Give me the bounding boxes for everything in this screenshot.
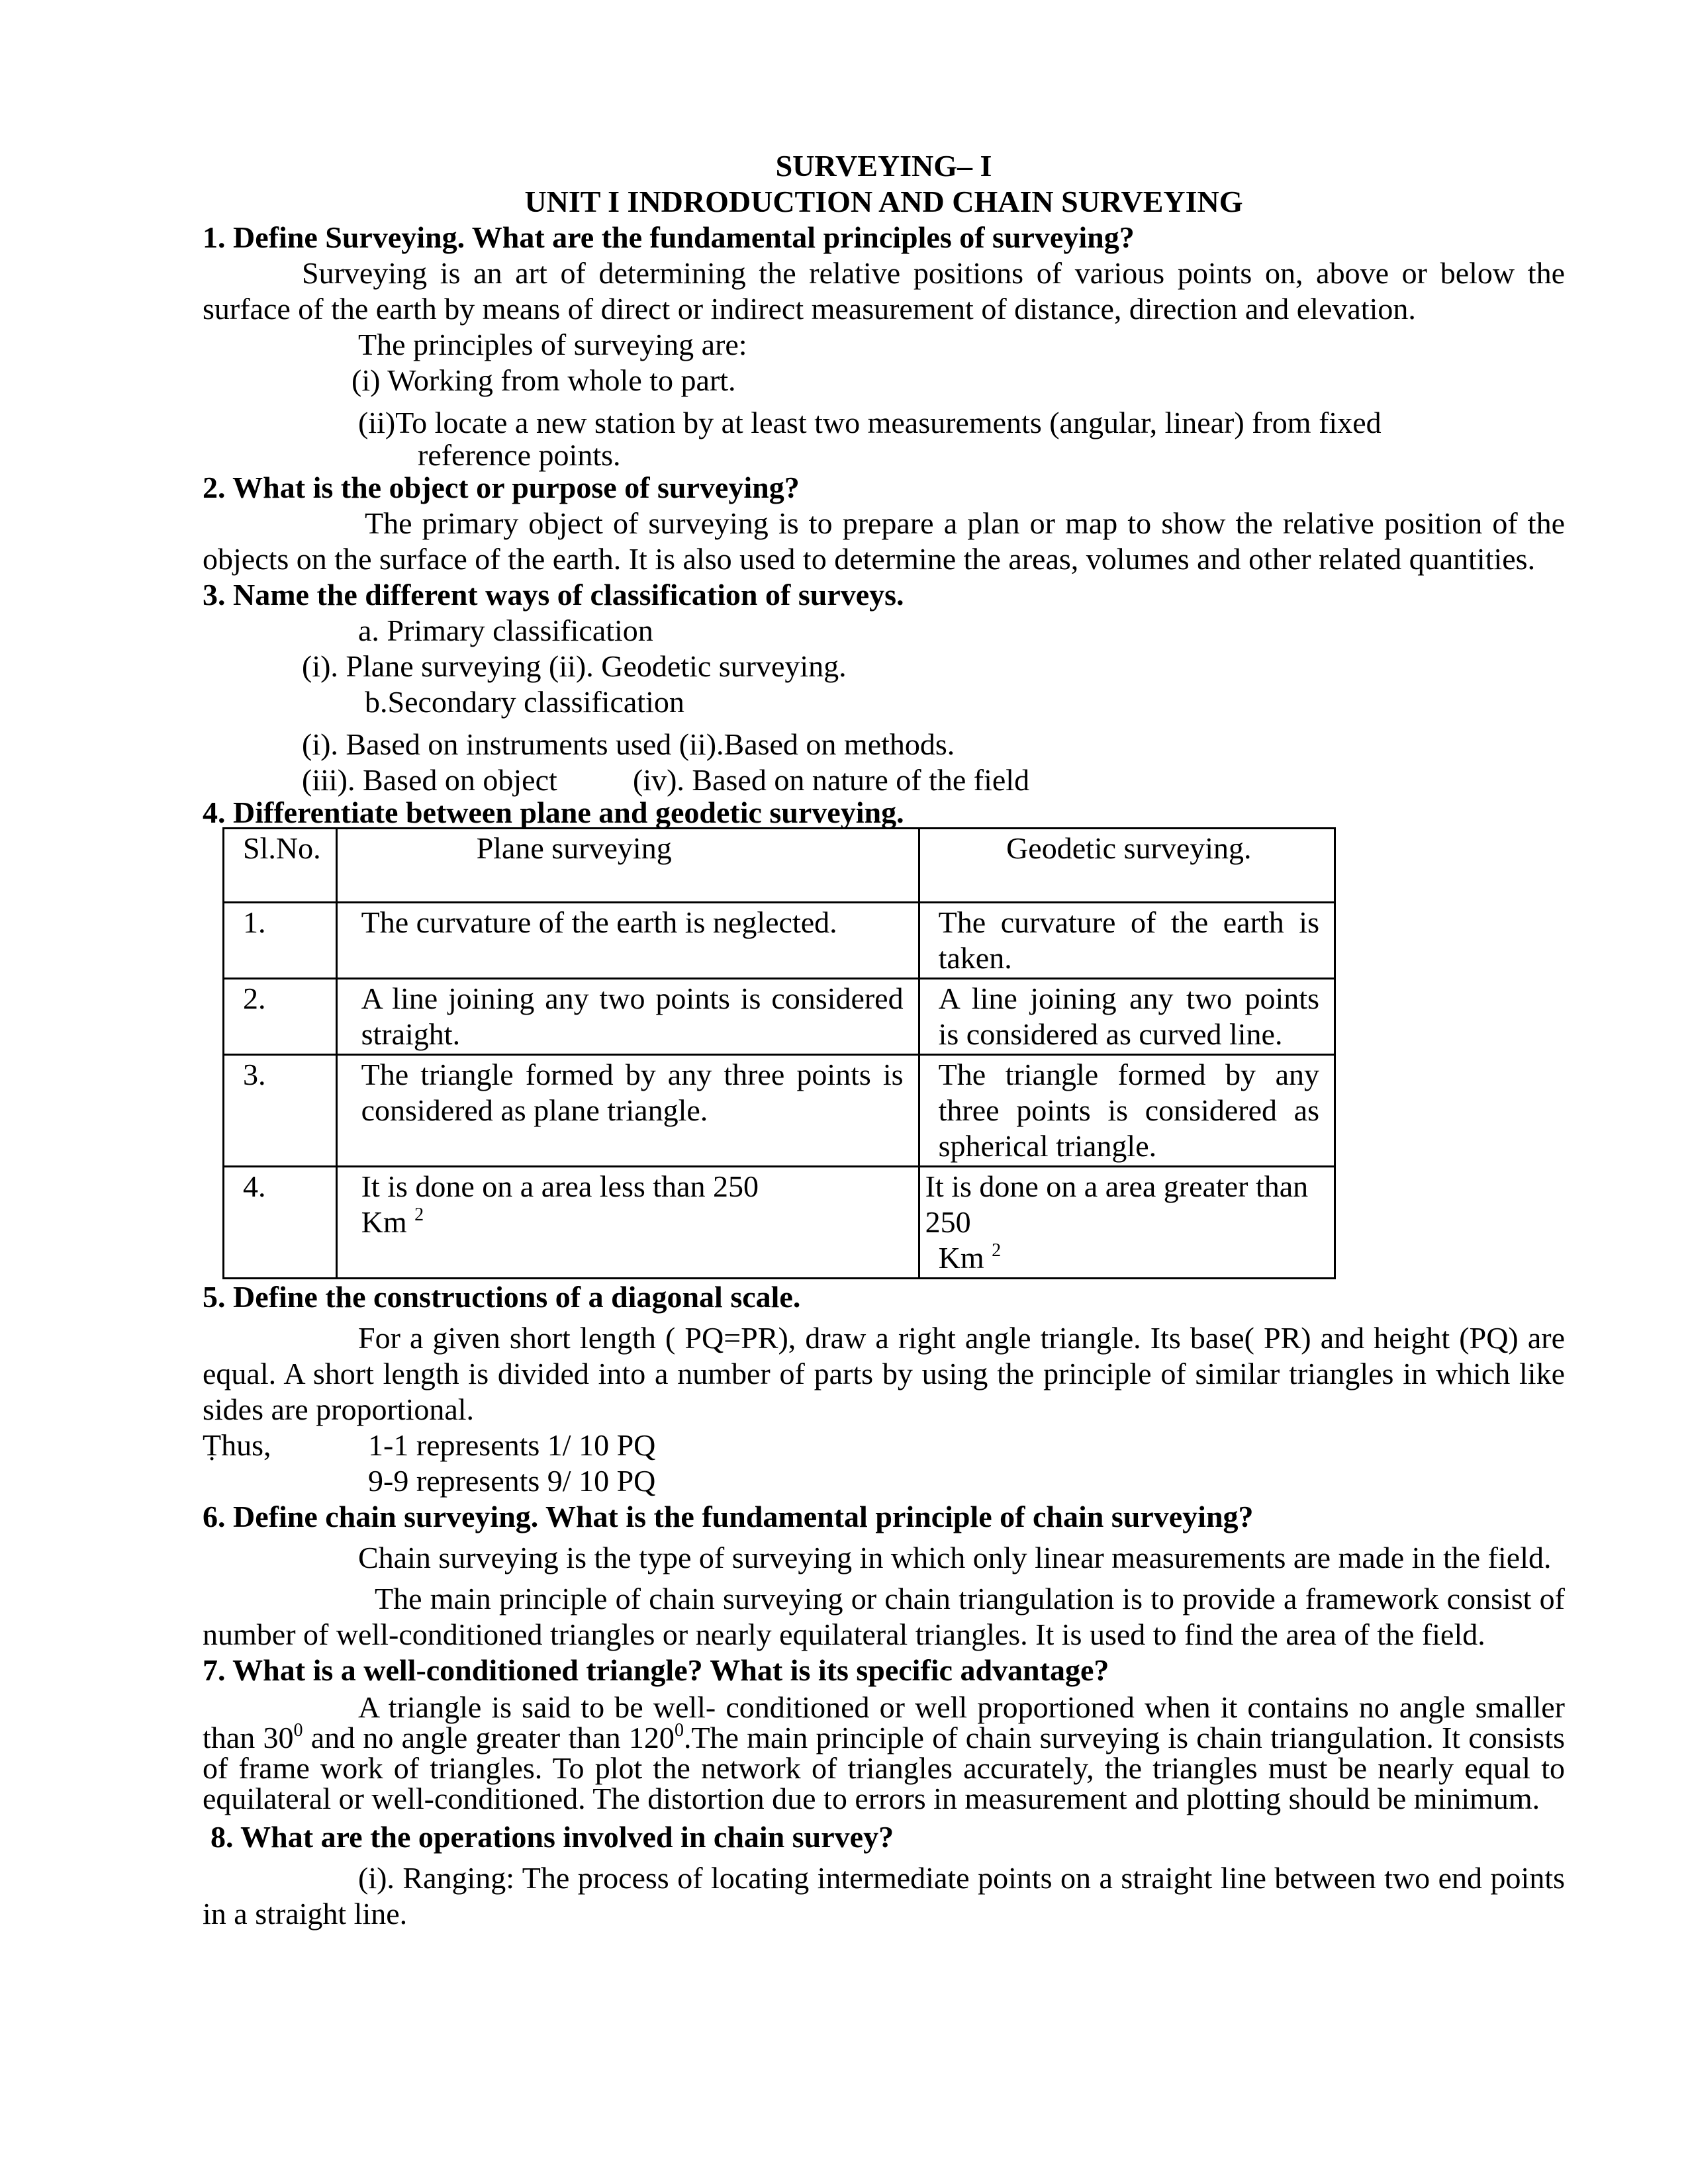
table-row <box>224 1167 1335 1279</box>
q3-item-object: (iii). Based on object <box>302 763 557 797</box>
q5-represents-1: 1-1 represents 1/ 10 PQ <box>368 1428 656 1462</box>
q1-principle-2: (ii)To locate a new station by at least two measurements (angular, linear) from fixed <box>358 406 1382 439</box>
row-geodetic-text: It is done on a area greater than 250 <box>925 1169 1309 1239</box>
unit-title: UNIT I INDRODUCTION AND CHAIN SURVEYING <box>524 185 1243 218</box>
q3-secondary-items-1: (i). Based on instruments used (ii).Based on methods. <box>302 727 955 761</box>
q3-secondary-items-2 <box>203 762 1565 798</box>
q2-heading: 2. What is the object or purpose of surveying? <box>203 471 800 504</box>
header-slno: Sl.No. <box>224 829 337 903</box>
document-title: SURVEYING– I <box>775 149 992 183</box>
q3-item-nature: (iv). Based on nature of the field <box>633 763 1030 797</box>
q3-secondary: b.Secondary classification <box>365 685 684 719</box>
q6-paragraph-1: Chain surveying is the type of surveying in which only linear measurements are made in the field. <box>358 1541 1552 1574</box>
q8-paragraph: (i). Ranging: The process of locating intermediate points on a straight line between two end points in a straight line. <box>203 1861 1565 1931</box>
comparison-table <box>222 827 1336 1279</box>
q5-thus: Ṭhus, <box>203 1428 271 1462</box>
row-geodetic: A line joining any two points is considered as curved line. <box>919 979 1335 1055</box>
row-plane: The triangle formed by any three points is considered as plane triangle. <box>336 1055 919 1167</box>
q5-represents-2: 9-9 represents 9/ 10 PQ <box>368 1464 656 1498</box>
row-no: 4. <box>224 1167 337 1279</box>
q5-paragraph: For a given short length ( PQ=PR), draw a right angle triangle. Its base( PR) and height (PQ) are equal. A short length is divided into a number of parts by using the principle of similar triangles in which like sides are proportional. <box>203 1321 1565 1426</box>
q6-paragraph-2: The main principle of chain surveying or chain triangulation is to provide a framework consist of number of well-conditioned triangles or nearly equilateral triangles. It is used to find the area of the field. <box>203 1582 1565 1651</box>
table-row <box>224 1055 1335 1167</box>
row-geodetic: The triangle formed by any three points is considered as spherical triangle. <box>919 1055 1335 1167</box>
document-page <box>203 148 1565 1932</box>
table-row <box>224 903 1335 979</box>
q1-principles-intro: The principles of surveying are: <box>358 328 747 361</box>
row-plane-unit: Km $^2$ <box>361 1205 424 1239</box>
q2-paragraph: The primary object of surveying is to prepare a plan or map to show the relative position of the objects on the surface of the earth. It is also used to determine the areas, volumes and other related quantities. <box>203 506 1565 576</box>
table-row <box>224 979 1335 1055</box>
q3-primary-items: (i). Plane surveying (ii). Geodetic surveying. <box>302 649 847 683</box>
q3-heading: 3. Name the different ways of classification of surveys. <box>203 578 904 612</box>
q1-paragraph: Surveying is an art of determining the relative positions of various points on, above or below the surface of the earth by means of direct or indirect measurement of distance, direction and elevation. <box>203 256 1565 326</box>
row-no: 1. <box>224 903 337 979</box>
q6-heading: 6. Define chain surveying. What is the fundamental principle of chain surveying? <box>203 1500 1254 1533</box>
row-no: 3. <box>224 1055 337 1167</box>
q7-paragraph: A triangle is said to be well- conditioned or well proportioned when it contains no angle smaller than $30^0$ and no angle greater than $120^0.The$ main principle of chain surveying is chain triangulation. It consists of frame work of triangles. To plot the network of triangles accurately, the triangles must be nearly equal to equilateral or well-conditioned. The distortion due to errors in measurement and plotting should be minimum. <box>203 1690 1566 1815</box>
header-plane: Plane surveying <box>336 829 919 903</box>
row-geodetic-unit: Km $^2$ <box>938 1240 1002 1275</box>
row-no: 2. <box>224 979 337 1055</box>
q8-heading: 8. What are the operations involved in chain survey? <box>211 1820 894 1854</box>
q1-principle-2-cont: reference points. <box>418 438 621 472</box>
row-plane-text: It is done on a area less than 250 <box>361 1169 759 1203</box>
header-geodetic: Geodetic surveying. <box>919 829 1335 903</box>
row-geodetic: The curvature of the earth is taken. <box>919 903 1335 979</box>
q3-primary: a. Primary classification <box>358 614 653 647</box>
row-plane <box>336 1167 919 1279</box>
q5-heading: 5. Define the constructions of a diagonal scale. <box>203 1280 801 1314</box>
q1-heading: 1. Define Surveying. What are the fundamental principles of surveying? <box>203 220 1135 254</box>
row-plane: A line joining any two points is considered straight. <box>336 979 919 1055</box>
row-geodetic <box>919 1167 1335 1279</box>
row-plane: The curvature of the earth is neglected. <box>336 903 919 979</box>
q7-heading: 7. What is a well-conditioned triangle? What is its specific advantage? <box>203 1653 1109 1687</box>
q5-thus-line-1 <box>203 1428 1565 1463</box>
q1-principle-1: (i) Working from whole to part. <box>352 363 736 397</box>
q4-heading: 4. Differentiate between plane and geodetic surveying. <box>203 796 904 829</box>
table-header-row <box>224 829 1335 903</box>
